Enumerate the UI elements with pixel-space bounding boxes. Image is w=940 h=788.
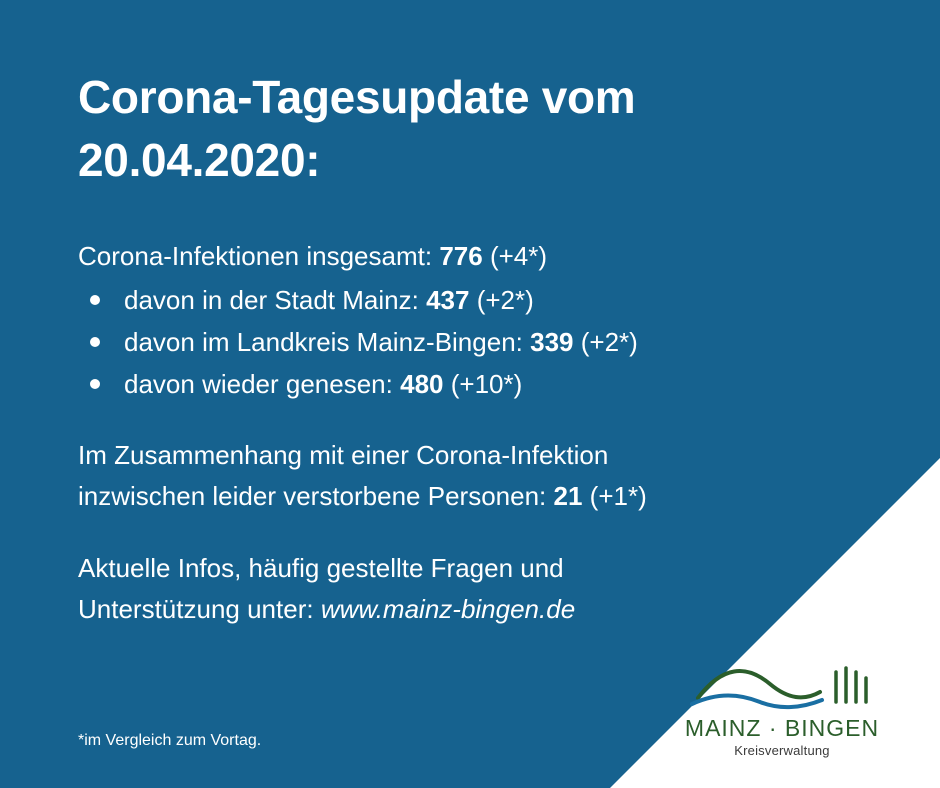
page-title: Corona-Tagesupdate vom 20.04.2020: (78, 71, 636, 187)
list-item (78, 321, 862, 363)
spacer (78, 518, 862, 548)
logo-subtitle: Kreisverwaltung (734, 743, 830, 758)
stats-list (78, 279, 862, 405)
list-item (78, 363, 862, 405)
total-infections-change: (+4*) (489, 240, 548, 271)
stat-change: (+2*) (580, 327, 638, 358)
bullet-icon (90, 295, 100, 305)
deaths-label: inzwischen leider verstorbene Personen: (78, 481, 547, 512)
deaths-value: 21 (553, 481, 583, 512)
stat-value: 480 (400, 369, 444, 400)
logo (662, 658, 902, 758)
website-url[interactable]: www.mainz-bingen.de (320, 593, 576, 624)
stat-value: 437 (426, 285, 470, 316)
deaths-line-2 (78, 476, 862, 517)
footnote: *im Vergleich zum Vortag. (78, 732, 262, 749)
info-label: Unterstützung unter: (78, 593, 314, 624)
spacer (78, 405, 862, 435)
deaths-change: (+1*) (589, 481, 647, 512)
stat-label: davon wieder genesen: (124, 369, 393, 400)
mainz-bingen-logo-icon (684, 658, 880, 714)
stat-value: 339 (530, 327, 574, 358)
info-paragraph (78, 548, 862, 630)
bullet-icon (90, 379, 100, 389)
total-infections-line (78, 235, 862, 277)
total-infections-value: 776 (439, 240, 483, 271)
stat-change: (+2*) (476, 285, 534, 316)
info-line-1: Aktuelle Infos, häufig gestellte Fragen und (78, 552, 564, 583)
logo-name: MAINZ · BINGEN (684, 714, 880, 741)
list-item (78, 279, 862, 321)
total-infections-label: Corona-Infektionen insgesamt: (78, 240, 433, 271)
deaths-paragraph (78, 435, 862, 517)
stat-change: (+10*) (450, 369, 523, 400)
info-line-2 (78, 589, 862, 630)
bullet-icon (90, 337, 100, 347)
stat-label: davon im Landkreis Mainz-Bingen: (124, 327, 523, 358)
stat-label: davon in der Stadt Mainz: (124, 285, 419, 316)
deaths-line-1: Im Zusammenhang mit einer Corona-Infektion (78, 440, 609, 471)
